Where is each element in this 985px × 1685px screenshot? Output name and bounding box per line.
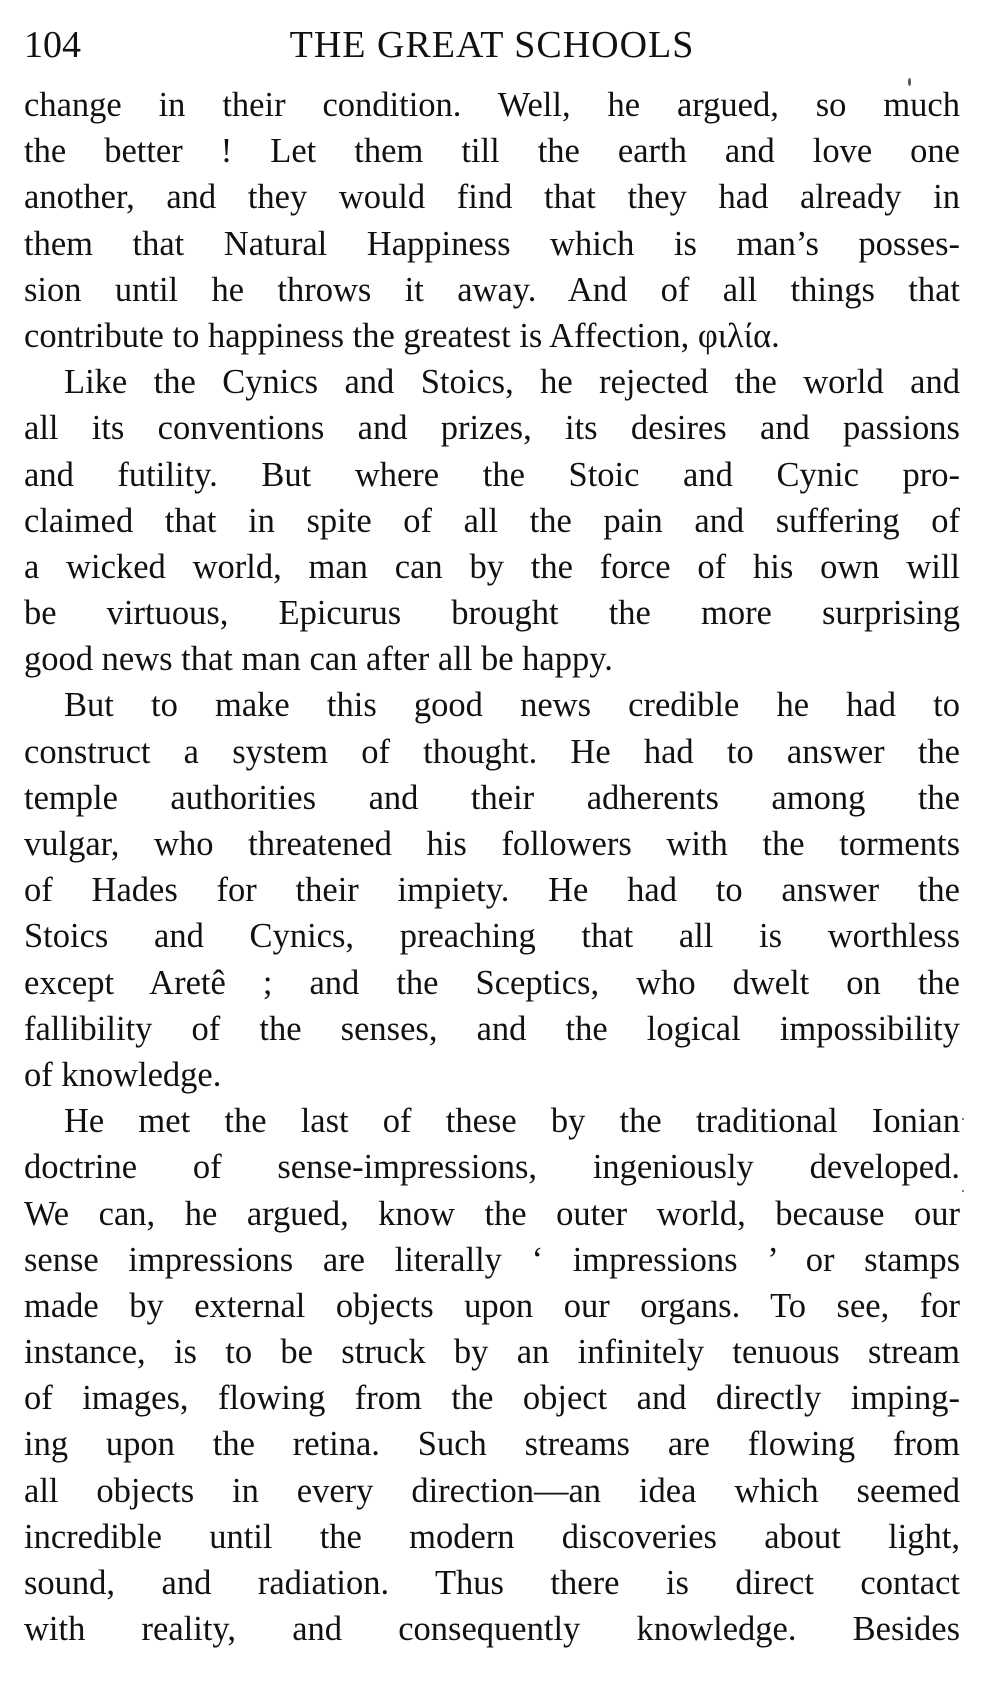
text-line: Like the Cynics and Stoics, he rejected the world and: [64, 363, 960, 402]
text-line: doctrine of sense-impressions, ingeniously developed.: [24, 1148, 960, 1187]
text-line: of Hades for their impiety. He had to answer the: [24, 871, 960, 910]
text-line: sound, and radiation. Thus there is direct contact: [24, 1564, 960, 1602]
running-title: THE GREAT SCHOOLS: [289, 24, 695, 66]
text-line: all its conventions and prizes, its desires and passions: [24, 409, 960, 448]
text-line: Stoics and Cynics, preaching that all is worthless: [24, 917, 960, 956]
text-line: sense impressions are literally ‘ impressions ’ or stamps: [24, 1240, 960, 1279]
text-line: be virtuous, Epicurus brought the more surprising: [24, 594, 960, 633]
text-line: fallibility of the senses, and the logical impossibility: [24, 1009, 960, 1048]
print-speck: [962, 1190, 964, 1192]
text-line: made by external objects upon our organs. To see, for: [24, 1286, 960, 1325]
text-line: We can, he argued, know the outer world, because our: [24, 1194, 960, 1233]
print-speck: [908, 78, 911, 86]
running-head: [24, 8, 960, 82]
text-line: of images, flowing from the object and directly imping-: [24, 1379, 960, 1418]
text-line: good news that man can after all be happy.: [24, 640, 613, 679]
text-line: He met the last of these by the traditional Ionian: [64, 1102, 960, 1141]
text-line: But to make this good news credible he had to: [64, 686, 960, 725]
text-line: with reality, and consequently knowledge. Besides: [24, 1610, 960, 1649]
body-text: [24, 82, 960, 1652]
text-line: a wicked world, man can by the force of his own will: [24, 547, 960, 586]
text-line: construct a system of thought. He had to answer the: [24, 732, 960, 771]
text-line: another, and they would find that they had already in: [24, 178, 960, 217]
text-line: contribute to happiness the greatest is Affection, φιλία.: [24, 316, 780, 355]
text-line: incredible until the modern discoveries about light,: [24, 1517, 960, 1556]
text-line: the better ! Let them till the earth and love one: [24, 132, 960, 171]
text-line: and futility. But where the Stoic and Cynic pro-: [24, 455, 960, 494]
text-line: ing upon the retina. Such streams are flowing from: [24, 1425, 960, 1464]
text-line: sion until he throws it away. And of all things that: [24, 270, 960, 309]
book-page: [24, 8, 960, 1652]
text-line: instance, is to be struck by an infinitely tenuous stream: [24, 1333, 960, 1372]
text-line: except Aretê ; and the Sceptics, who dwelt on the: [24, 963, 960, 1002]
text-line: change in their condition. Well, he argued, so much: [24, 86, 960, 124]
text-line: of knowledge.: [24, 1055, 222, 1094]
text-line: them that Natural Happiness which is man’s posses-: [24, 224, 960, 263]
text-line: temple authorities and their adherents among the: [24, 778, 960, 817]
page-number: 104: [24, 24, 81, 66]
text-line: claimed that in spite of all the pain and suffering of: [24, 501, 960, 540]
text-line: vulgar, who threatened his followers with the torments: [24, 825, 960, 863]
print-speck: [962, 1118, 964, 1120]
text-line: all objects in every direction—an idea which seemed: [24, 1471, 960, 1510]
